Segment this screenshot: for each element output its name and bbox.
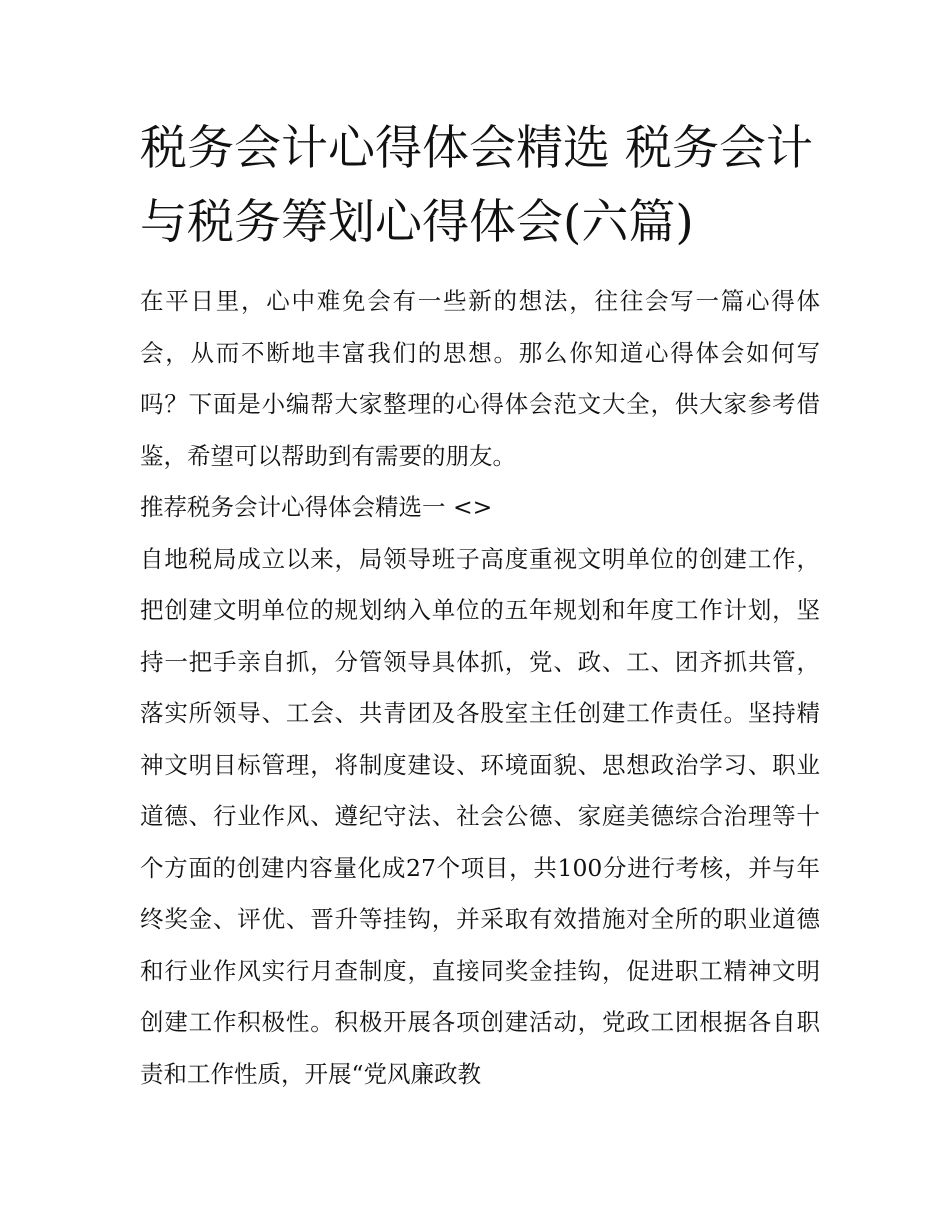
intro-paragraph: 在平日里，心中难免会有一些新的想法，往往会写一篇心得体会，从而不断地丰富我们的思想。那么你知道心得体会如何写吗？下面是小编帮大家整理的心得体会范文大全，供大家参考借鉴，希望可以帮助到有需要的朋友。: [140, 287, 820, 470]
section-heading: 推荐税务会计心得体会精选一 <>: [140, 493, 493, 521]
document-body: [140, 276, 820, 1100]
document-title: 税务会计心得体会精选 税务会计与税务筹划心得体会(六篇): [140, 121, 813, 250]
body-paragraph: 自地税局成立以来，局领导班子高度重视文明单位的创建工作，把创建文明单位的规划纳入单位的五年规划和年度工作计划，坚持一把手亲自抓，分管领导具体抓，党、政、工、团齐抓共管，落实所领导、工会、共青团及各股室主任创建工作责任。坚持精神文明目标管理，将制度建设、环境面貌、思想政治学习、职业道德、行业作风、遵纪守法、社会公德、家庭美德综合治理等十个方面的创建内容量化成27个项目，共100分进行考核，并与年终奖金、评优、晋升等挂钩，并采取有效措施对全所的职业道德和行业作风实行月查制度，直接同奖金挂钩，促进职工精神文明创建工作积极性。积极开展各项创建活动，党政工团根据各自职责和工作性质，开展“党风廉政教: [140, 544, 820, 1088]
